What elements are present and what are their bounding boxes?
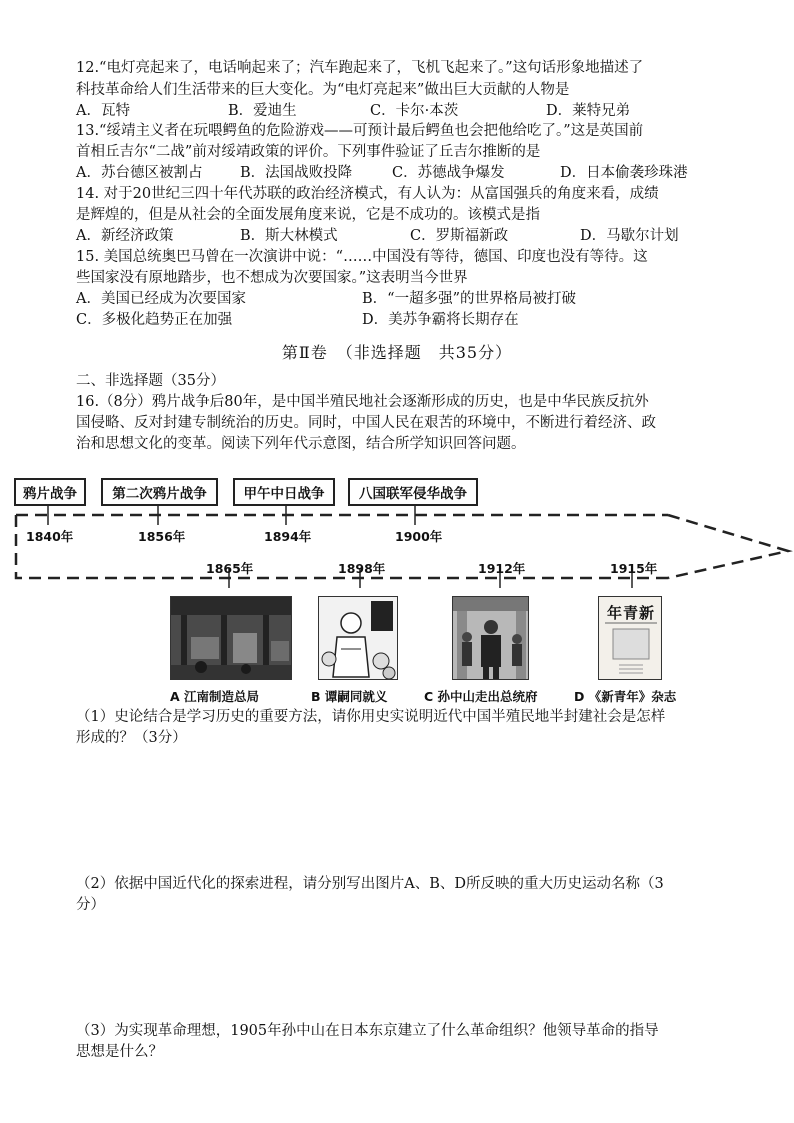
q15-stem-line1: 15. 美国总统奥巴马曾在一次演讲中说：“……中国没有等待，德国、印度也没有等待。这 bbox=[76, 249, 648, 265]
q13-option-c: C．苏德战争爆发 bbox=[392, 165, 505, 181]
q13-stem-line1: 13.“绥靖主义者在玩喂鳄鱼的危险游戏——可预计最后鳄鱼也会把他给吃了。”这是英国前 bbox=[76, 123, 644, 139]
caption-c: C 孙中山走出总统府 bbox=[424, 689, 538, 704]
q12-option-b: B．爱迪生 bbox=[228, 103, 297, 119]
caption-d: D 《新青年》杂志 bbox=[574, 689, 677, 704]
year-label-1894: 1894年 bbox=[264, 529, 312, 544]
q15-option-c: C．多极化趋势正在加强 bbox=[76, 312, 233, 328]
year-label-1865: 1865年 bbox=[206, 561, 254, 576]
q16-stem-line3: 治和思想文化的变革。阅读下列年代示意图，结合所学知识回答问题。 bbox=[76, 436, 526, 452]
year-label-1900: 1900年 bbox=[395, 529, 443, 544]
magazine-cover bbox=[598, 596, 662, 680]
timeline-arrow bbox=[0, 450, 794, 590]
q13-option-b: B．法国战败投降 bbox=[240, 165, 353, 181]
q14-stem-line1: 14. 对于20世纪三四十年代苏联的政治经济模式，有人认为：从富国强兵的角度来看，成绩 bbox=[76, 186, 659, 202]
q12-option-c: C．卡尔·本茨 bbox=[370, 103, 459, 119]
q14-option-c: C．罗斯福新政 bbox=[410, 228, 509, 244]
sub2-line2: 分） bbox=[76, 897, 105, 913]
year-label-1898: 1898年 bbox=[338, 561, 386, 576]
q14-option-b: B．斯大林模式 bbox=[240, 228, 338, 244]
magazine-cover-title: 年青新 bbox=[606, 604, 655, 622]
portrait-photo bbox=[452, 596, 529, 680]
sub2-line1: （2）依据中国近代化的探索进程，请分别写出图片A、B、D所反映的重大历史运动名称（3 bbox=[76, 876, 664, 892]
q13-stem-line2: 首相丘吉尔“二战”前对绥靖政策的评价。下列事件验证了丘吉尔推断的是 bbox=[76, 144, 541, 160]
q12-stem-line2: 科技革命给人们生活带来的巨大变化。为“电灯亮起来”做出巨大贡献的人物是 bbox=[76, 82, 570, 98]
event-box-second-opium-war: 第二次鸦片战争 bbox=[101, 478, 218, 506]
q15-option-a: A．美国已经成为次要国家 bbox=[76, 291, 246, 307]
event-box-opium-war: 鸦片战争 bbox=[14, 478, 86, 506]
q12-option-d: D．莱特兄弟 bbox=[546, 103, 631, 119]
event-box-sino-japanese-war: 甲午中日战争 bbox=[233, 478, 335, 506]
q16-stem-line1: 16.（8分）鸦片战争后80年，是中国半殖民地社会逐渐形成的历史，也是中华民族反抗外 bbox=[76, 394, 649, 410]
q14-option-d: D．马歇尔计划 bbox=[580, 228, 679, 244]
sub3-line2: 思想是什么？ bbox=[76, 1044, 163, 1060]
sub3-line1: （3）为实现革命理想，1905年孙中山在日本东京建立了什么革命组织？他领导革命的指导 bbox=[76, 1023, 659, 1039]
q12-option-a: A．瓦特 bbox=[76, 103, 130, 119]
q12-stem-line1: 12.“电灯亮起来了，电话响起来了；汽车跑起来了，飞机飞起来了。”这句话形象地描述了 bbox=[76, 60, 644, 76]
section2-heading: 二、非选择题（35分） bbox=[76, 373, 225, 389]
part2-title: 第Ⅱ卷 （非选择题 共35分） bbox=[281, 343, 513, 362]
q15-option-b: B．“一超多强”的世界格局被打破 bbox=[362, 291, 576, 307]
q14-option-a: A．新经济政策 bbox=[76, 228, 174, 244]
year-label-1915: 1915年 bbox=[610, 561, 658, 576]
year-label-1912: 1912年 bbox=[478, 561, 526, 576]
q13-option-d: D．日本偷袭珍珠港 bbox=[560, 165, 688, 181]
sub1-line2: 形成的？（3分） bbox=[76, 730, 187, 746]
q16-stem-line2: 国侵略、反对封建专制统治的历史。同时，中国人民在艰苦的环境中，不断进行着经济、政 bbox=[76, 415, 656, 431]
q15-option-d: D．美苏争霸将长期存在 bbox=[362, 312, 519, 328]
q15-stem-line2: 些国家没有原地踏步，也不想成为次要国家。”这表明当今世界 bbox=[76, 270, 468, 286]
q13-option-a: A．苏台德区被割占 bbox=[76, 165, 203, 181]
caption-a: A 江南制造总局 bbox=[170, 689, 260, 704]
q14-stem-line2: 是辉煌的，但是从社会的全面发展角度来说，它是不成功的。该模式是指 bbox=[76, 207, 540, 223]
sub1-line1: （1）史论结合是学习历史的重要方法，请你用史实说明近代中国半殖民地半封建社会是怎样 bbox=[76, 709, 666, 725]
cartoon-drawing bbox=[318, 596, 398, 680]
factory-photo bbox=[170, 596, 292, 680]
caption-b: B 谭嗣同就义 bbox=[311, 689, 388, 704]
event-box-eight-nation-alliance: 八国联军侵华战争 bbox=[348, 478, 478, 506]
year-label-1856: 1856年 bbox=[138, 529, 186, 544]
year-label-1840: 1840年 bbox=[26, 529, 74, 544]
